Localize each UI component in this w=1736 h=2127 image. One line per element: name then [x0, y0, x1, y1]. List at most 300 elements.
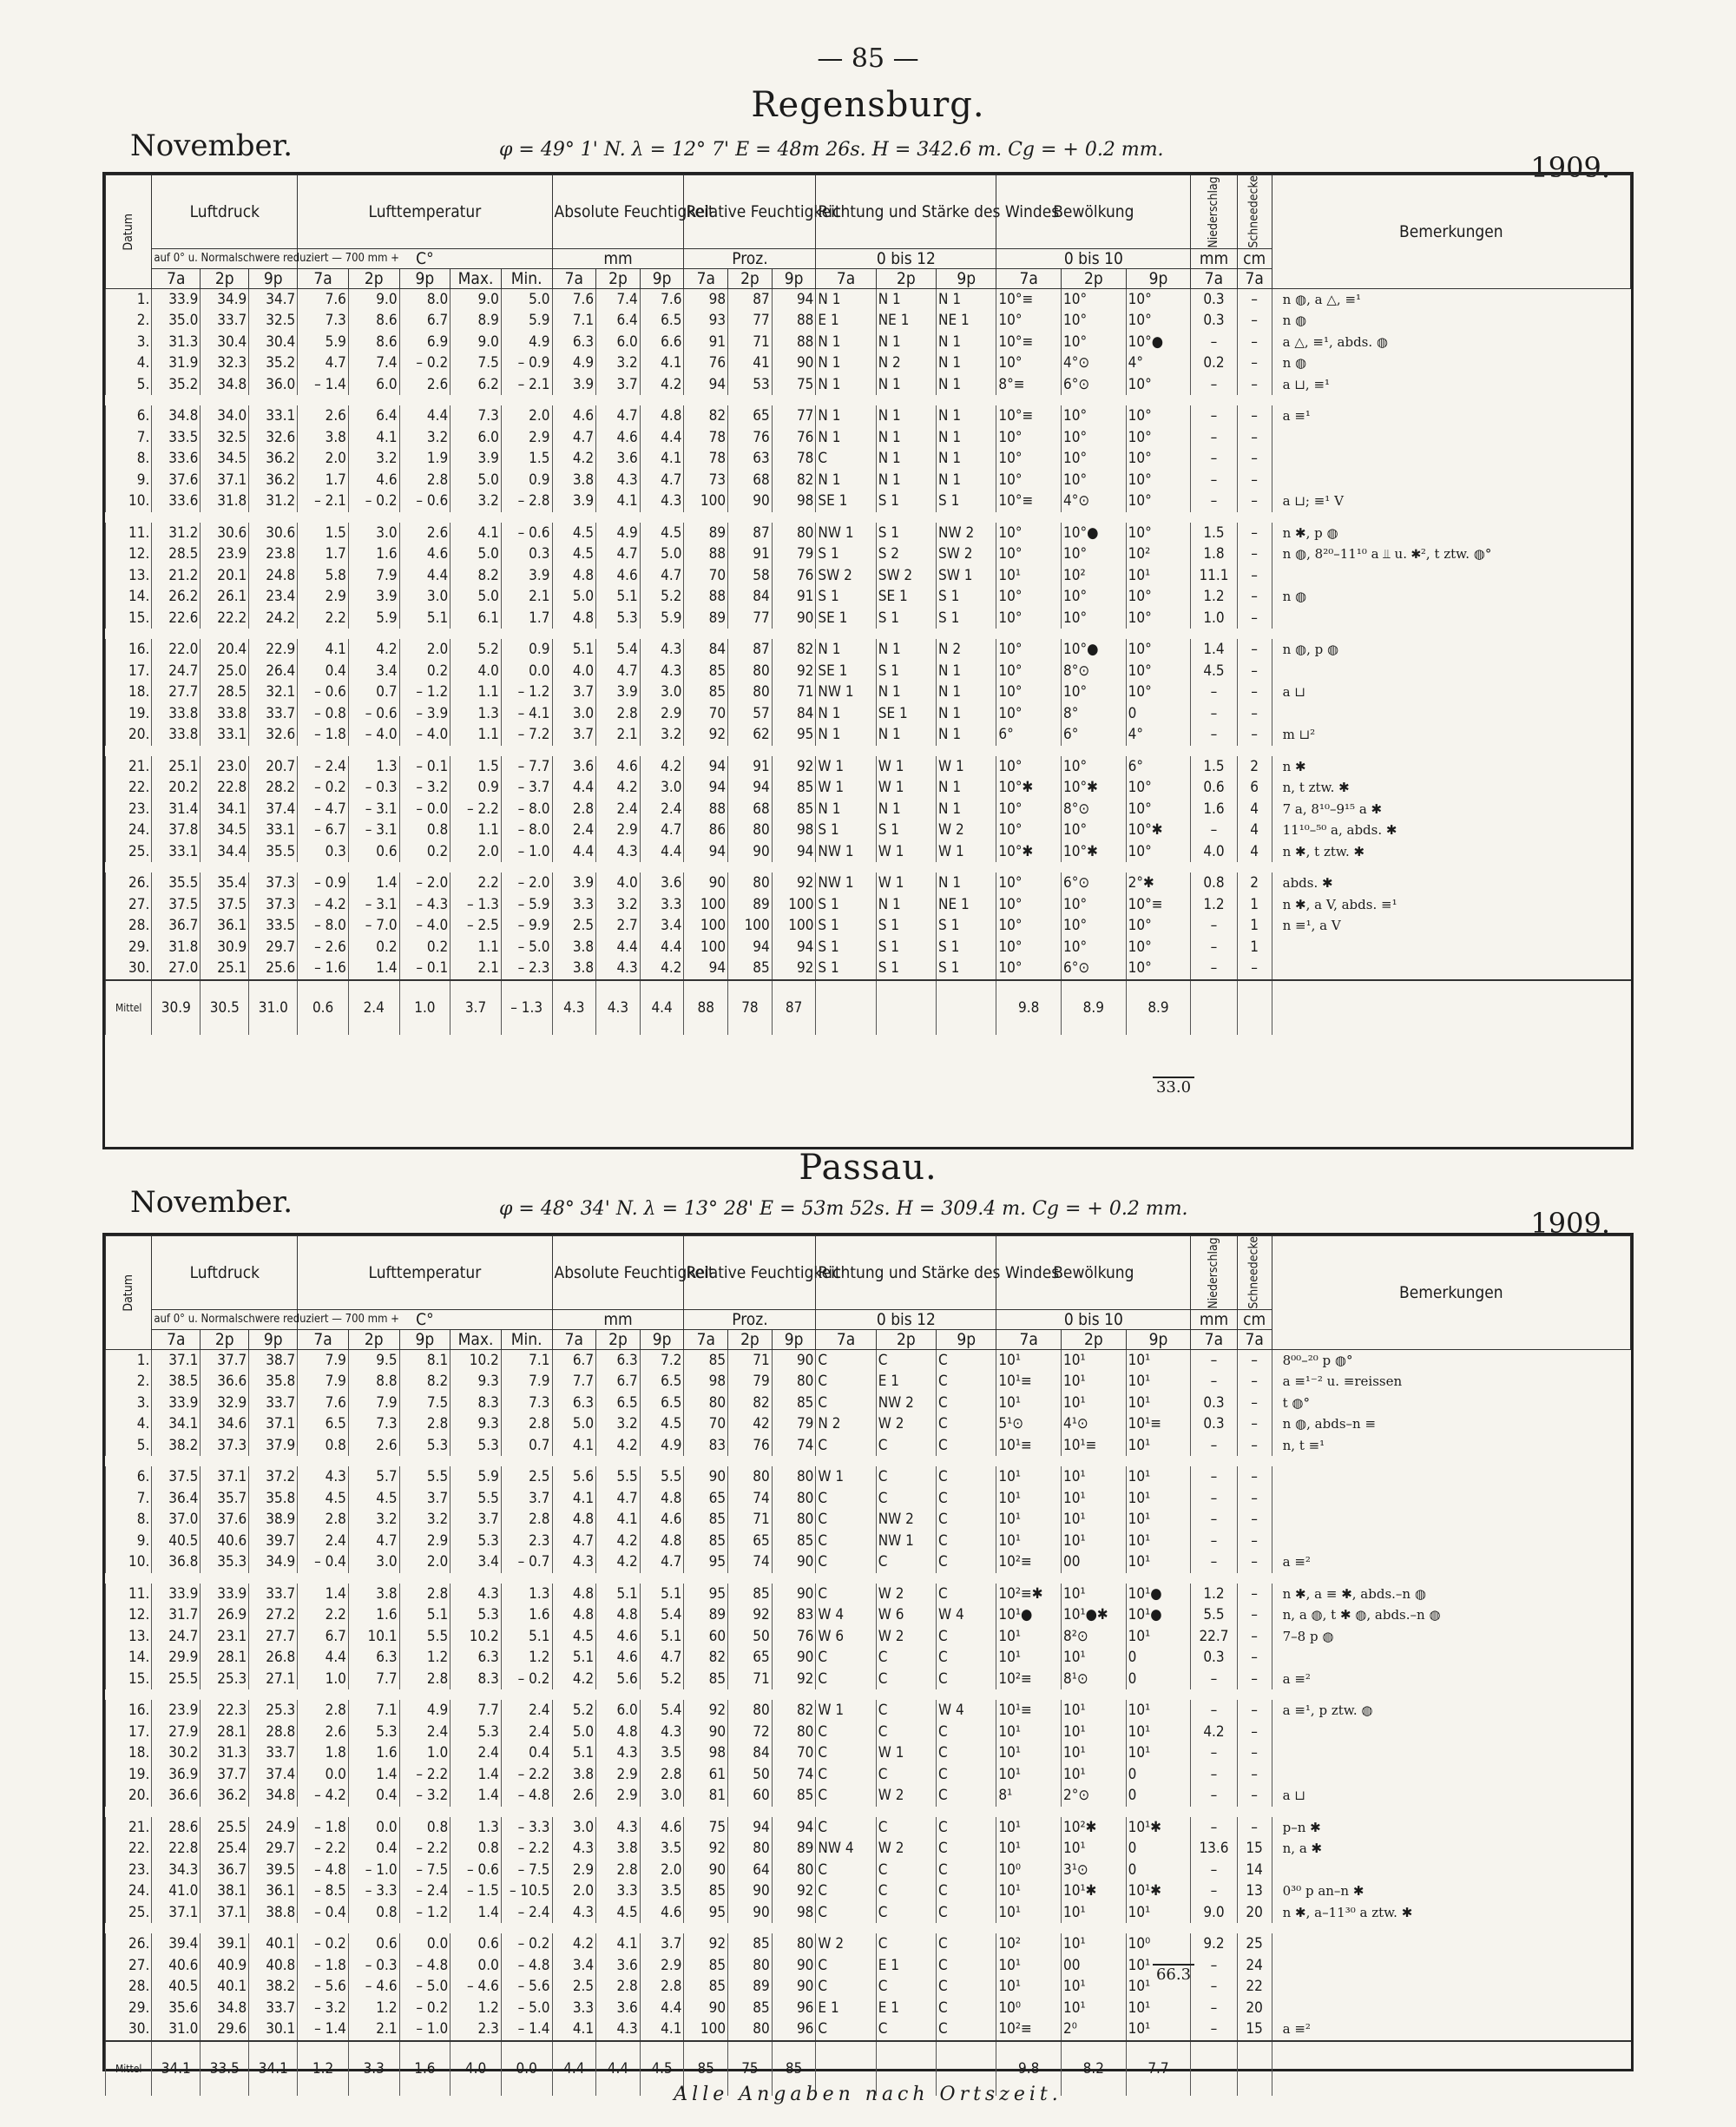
- data-cell: 28.8: [249, 1722, 298, 1743]
- data-cell: 10¹: [996, 1393, 1062, 1414]
- remark-cell: n, a ◍, t ✱ ◍, abds.–n ◍: [1272, 1604, 1630, 1626]
- data-cell: 4.1: [298, 634, 349, 661]
- data-cell: –: [1237, 332, 1272, 353]
- remark-cell: n, a ✱: [1272, 1838, 1630, 1860]
- data-cell: 91: [772, 586, 816, 608]
- data-cell: 4.7: [596, 1488, 641, 1510]
- table-row: [106, 1393, 1631, 1414]
- data-cell: 27.7: [249, 1626, 298, 1648]
- data-cell: – 2.2: [501, 1838, 552, 1860]
- data-cell: 10¹: [1062, 1509, 1127, 1531]
- data-cell: 14.: [106, 1647, 152, 1669]
- data-cell: 38.1: [201, 1880, 249, 1902]
- data-cell: 5.9: [450, 1461, 502, 1488]
- data-cell: 8.0: [399, 288, 450, 310]
- remark-cell: [1272, 608, 1630, 635]
- header-rel-unit: Proz.: [684, 1309, 816, 1329]
- data-cell: 98: [684, 1742, 728, 1764]
- data-cell: – 8.0: [501, 820, 552, 841]
- data-cell: SE 1: [876, 586, 936, 608]
- header-schneedecke: Schneedecke: [1237, 175, 1272, 249]
- data-cell: 10°: [1126, 799, 1191, 820]
- data-cell: 4.4: [596, 937, 641, 958]
- data-cell: 36.2: [201, 1785, 249, 1812]
- data-cell: 21.2: [152, 565, 201, 587]
- data-cell: N 2: [816, 1413, 876, 1435]
- data-cell: 1.4: [450, 1902, 502, 1929]
- header-time-col: 7a: [1237, 268, 1272, 288]
- data-cell: 87: [728, 634, 773, 661]
- data-cell: 16.: [106, 634, 152, 661]
- data-cell: 37.9: [249, 1435, 298, 1462]
- data-cell: N 1: [816, 470, 876, 491]
- data-cell: 72: [728, 1722, 773, 1743]
- data-cell: 4.8: [640, 400, 684, 427]
- data-cell: 85: [684, 1509, 728, 1531]
- header-time-col: 2p: [596, 1329, 641, 1349]
- data-cell: 89: [684, 1604, 728, 1626]
- data-cell: – 2.4: [501, 1902, 552, 1929]
- data-cell: – 4.0: [399, 724, 450, 751]
- data-cell: 20: [1237, 1902, 1272, 1929]
- coords-passau: φ = 48° 34' N. λ = 13° 28' E = 53m 52s. H = 309.4 m. Cg = + 0.2 mm.: [499, 1198, 1188, 1220]
- data-cell: 10¹●: [996, 1604, 1062, 1626]
- header-time-col: 7a: [1237, 1329, 1272, 1349]
- data-cell: 3.9: [552, 491, 596, 517]
- data-cell: 4.5: [596, 1902, 641, 1929]
- data-cell: 7.3: [298, 310, 349, 332]
- data-cell: 37.1: [201, 1902, 249, 1929]
- data-cell: 22: [1237, 1976, 1272, 1998]
- data-cell: W 1: [876, 841, 936, 868]
- data-cell: –: [1191, 937, 1237, 958]
- data-cell: 32.6: [249, 427, 298, 449]
- data-cell: – 2.2: [298, 1838, 349, 1860]
- data-cell: 4: [1237, 820, 1272, 841]
- data-cell: 37.5: [152, 894, 201, 916]
- data-cell: –: [1237, 682, 1272, 703]
- data-cell: 94: [772, 841, 816, 868]
- data-cell: 10¹: [996, 1812, 1062, 1839]
- data-cell: 3.3: [552, 894, 596, 916]
- data-cell: 3.0: [640, 1785, 684, 1812]
- data-cell: 10¹: [996, 1902, 1062, 1929]
- data-cell: S 1: [816, 586, 876, 608]
- data-cell: 1.2: [1191, 1578, 1237, 1605]
- data-cell: – 5.0: [501, 937, 552, 958]
- data-cell: 10°: [996, 937, 1062, 958]
- header-time-col: Max.: [450, 1329, 502, 1349]
- data-cell: 7.7: [450, 1695, 502, 1722]
- data-cell: 85: [772, 1393, 816, 1414]
- data-cell: 4.7: [640, 820, 684, 841]
- remark-cell: n ✱, t ztw. ✱: [1272, 841, 1630, 868]
- data-cell: N 1: [876, 724, 936, 751]
- data-cell: C: [937, 1764, 996, 1786]
- mean-row: [106, 980, 1631, 1035]
- data-cell: S 1: [816, 937, 876, 958]
- data-cell: C: [816, 2018, 876, 2041]
- data-cell: –: [1237, 1349, 1272, 1371]
- data-cell: C: [937, 1838, 996, 1860]
- data-cell: 10¹: [1062, 1531, 1127, 1552]
- mean-cell: 4.4: [552, 2041, 596, 2096]
- data-cell: 10°✱: [1062, 777, 1127, 799]
- data-cell: 39.7: [249, 1531, 298, 1552]
- data-cell: 27.2: [249, 1604, 298, 1626]
- data-cell: 10°: [1062, 820, 1127, 841]
- data-cell: C: [816, 448, 876, 470]
- data-cell: 5.5: [399, 1626, 450, 1648]
- data-cell: 24.7: [152, 1626, 201, 1648]
- data-cell: – 1.2: [501, 682, 552, 703]
- data-cell: 10¹: [1062, 1976, 1127, 1998]
- data-cell: 7.1: [552, 310, 596, 332]
- data-cell: 53: [728, 374, 773, 401]
- data-cell: C: [876, 1880, 936, 1902]
- mean-cell: 4.0: [450, 2041, 502, 2096]
- data-cell: 8¹⊙: [1062, 1669, 1127, 1696]
- data-cell: 92: [772, 1880, 816, 1902]
- data-cell: C: [816, 1764, 876, 1786]
- data-cell: 92: [684, 1928, 728, 1955]
- data-cell: C: [876, 1976, 936, 1998]
- data-cell: 10°: [996, 820, 1062, 841]
- data-cell: N 1: [816, 724, 876, 751]
- data-cell: N 1: [816, 703, 876, 725]
- data-cell: 10°: [996, 867, 1062, 894]
- data-cell: 10¹≡: [996, 1695, 1062, 1722]
- mean-cell: 7.7: [1126, 2041, 1191, 2096]
- mean-cell: [1272, 980, 1630, 1035]
- data-cell: 30.2: [152, 1742, 201, 1764]
- footer-note: Alle Angaben nach Ortszeit.: [674, 2084, 1062, 2105]
- data-cell: 1.5: [1191, 517, 1237, 544]
- data-cell: 9.0: [450, 332, 502, 353]
- mean-cell: 9.8: [996, 2041, 1062, 2096]
- header-abs-unit: mm: [552, 248, 684, 268]
- header-time-col: 7a: [816, 1329, 876, 1349]
- data-cell: 95: [684, 1902, 728, 1929]
- data-cell: 37.0: [152, 1509, 201, 1531]
- remark-cell: a ⊔, ≡¹: [1272, 374, 1630, 401]
- remark-cell: a ≡¹: [1272, 400, 1630, 427]
- data-cell: 4.8: [552, 1604, 596, 1626]
- mean-label: Mittel: [106, 980, 152, 1035]
- data-cell: 20.2: [152, 777, 201, 799]
- data-cell: 5.5: [450, 1488, 502, 1510]
- data-cell: 24: [1237, 1955, 1272, 1977]
- data-cell: – 1.2: [399, 682, 450, 703]
- mean-cell: 31.0: [249, 980, 298, 1035]
- data-cell: 63: [728, 448, 773, 470]
- data-cell: 37.8: [152, 820, 201, 841]
- data-cell: 10°: [1062, 310, 1127, 332]
- data-cell: 27.1: [249, 1669, 298, 1696]
- data-cell: 29.9: [152, 1647, 201, 1669]
- data-cell: 17.: [106, 1722, 152, 1743]
- data-cell: 89: [772, 1838, 816, 1860]
- data-cell: 0.6: [1191, 777, 1237, 799]
- header-bewoelkung: Bewölkung: [996, 175, 1191, 249]
- data-cell: –: [1237, 1785, 1272, 1812]
- data-cell: 80: [728, 682, 773, 703]
- data-cell: 10¹: [1126, 1435, 1191, 1462]
- data-cell: 1.4: [348, 867, 399, 894]
- mean-cell: [937, 980, 996, 1035]
- data-cell: 4.9: [399, 1695, 450, 1722]
- data-cell: 38.2: [249, 1976, 298, 1998]
- data-cell: 3.9: [552, 867, 596, 894]
- data-cell: 10°≡: [996, 288, 1062, 310]
- data-cell: 2.0: [298, 448, 349, 470]
- data-cell: 8.6: [348, 332, 399, 353]
- data-cell: S 1: [876, 491, 936, 517]
- data-cell: NW 2: [876, 1509, 936, 1531]
- data-cell: –: [1237, 724, 1272, 751]
- mean-cell: 33.5: [201, 2041, 249, 2096]
- data-cell: 0: [1126, 1785, 1191, 1812]
- data-cell: C: [937, 1742, 996, 1764]
- table-row: [106, 1785, 1631, 1812]
- table-row: [106, 1509, 1631, 1531]
- data-cell: –: [1237, 661, 1272, 682]
- header-time-col: 9p: [1126, 1329, 1191, 1349]
- data-cell: 25: [1237, 1928, 1272, 1955]
- data-cell: 90: [772, 608, 816, 635]
- data-cell: 10°: [996, 703, 1062, 725]
- data-cell: N 1: [816, 332, 876, 353]
- data-cell: 10°: [1126, 661, 1191, 682]
- remark-cell: a ⊔: [1272, 682, 1630, 703]
- data-cell: – 0.4: [298, 1551, 349, 1578]
- data-cell: 60: [684, 1626, 728, 1648]
- data-cell: 10¹: [996, 1955, 1062, 1977]
- data-cell: 5.2: [450, 634, 502, 661]
- data-cell: 84: [728, 1742, 773, 1764]
- data-cell: 10°: [1062, 894, 1127, 916]
- data-cell: 10°✱: [996, 841, 1062, 868]
- data-cell: 36.0: [249, 374, 298, 401]
- table-row: [106, 841, 1631, 868]
- mean-cell: [816, 980, 876, 1035]
- data-cell: 23.4: [249, 586, 298, 608]
- data-cell: 10°: [1126, 777, 1191, 799]
- data-cell: 2.4: [552, 820, 596, 841]
- data-cell: 8°⊙: [1062, 799, 1127, 820]
- data-cell: 33.1: [249, 400, 298, 427]
- data-cell: – 5.0: [501, 1998, 552, 2019]
- data-cell: – 4.2: [298, 894, 349, 916]
- data-cell: 92: [772, 867, 816, 894]
- remark-cell: a ⊔; ≡¹ V: [1272, 491, 1630, 517]
- data-cell: 38.9: [249, 1509, 298, 1531]
- data-cell: 96: [772, 1998, 816, 2019]
- data-cell: 78: [684, 427, 728, 449]
- data-cell: 13.: [106, 565, 152, 587]
- data-cell: 4.6: [348, 470, 399, 491]
- data-cell: 10¹: [1062, 1578, 1127, 1605]
- data-cell: C: [816, 1349, 876, 1371]
- data-cell: 5¹⊙: [996, 1413, 1062, 1435]
- remark-cell: m ⊔²: [1272, 724, 1630, 751]
- data-cell: 10°: [1126, 427, 1191, 449]
- data-cell: C: [937, 1880, 996, 1902]
- data-cell: 31.8: [201, 491, 249, 517]
- data-cell: 3.9: [501, 565, 552, 587]
- data-cell: 24.7: [152, 661, 201, 682]
- data-cell: –: [1237, 400, 1272, 427]
- data-cell: 4.3: [596, 470, 641, 491]
- data-cell: 4.5: [552, 543, 596, 565]
- data-cell: 3.0: [552, 1812, 596, 1839]
- data-cell: – 0.4: [298, 1902, 349, 1929]
- data-cell: 84: [728, 586, 773, 608]
- data-cell: 5.: [106, 374, 152, 401]
- data-cell: 4.7: [552, 1531, 596, 1552]
- data-cell: 10¹: [1126, 2018, 1191, 2041]
- data-cell: 10°: [1126, 586, 1191, 608]
- data-cell: –: [1237, 352, 1272, 374]
- data-cell: – 2.5: [450, 915, 502, 937]
- data-cell: 4.2: [596, 1435, 641, 1462]
- data-cell: S 1: [816, 958, 876, 980]
- data-cell: 94: [684, 374, 728, 401]
- header-bewoelkung: Bewölkung: [996, 1236, 1191, 1310]
- header-time-col: 9p: [1126, 268, 1191, 288]
- data-cell: S 1: [876, 820, 936, 841]
- data-cell: 0.3: [1191, 1393, 1237, 1414]
- data-cell: 5.2: [640, 586, 684, 608]
- data-cell: 10°: [996, 915, 1062, 937]
- header-rel-feuchtigkeit: Relative Feuchtigkeit: [684, 175, 816, 249]
- data-cell: 1.3: [348, 751, 399, 778]
- header-time-col: Min.: [501, 1329, 552, 1349]
- data-cell: N 1: [937, 661, 996, 682]
- header-rel-feuchtigkeit: Relative Feuchtigkeit: [684, 1236, 816, 1310]
- data-cell: 0.3: [1191, 310, 1237, 332]
- data-cell: –: [1237, 1669, 1272, 1696]
- data-cell: 10¹: [996, 1647, 1062, 1669]
- data-cell: –: [1191, 958, 1237, 980]
- data-cell: 4.5: [348, 1488, 399, 1510]
- data-cell: N 1: [876, 682, 936, 703]
- data-cell: 24.: [106, 1880, 152, 1902]
- data-cell: C: [876, 1488, 936, 1510]
- data-cell: 82: [684, 400, 728, 427]
- data-cell: C: [876, 1435, 936, 1462]
- data-cell: – 2.1: [298, 491, 349, 517]
- data-cell: 23.: [106, 1860, 152, 1881]
- data-cell: C: [937, 1722, 996, 1743]
- data-cell: 2.8: [298, 1695, 349, 1722]
- data-cell: 80: [728, 820, 773, 841]
- data-cell: 92: [772, 958, 816, 980]
- table-row: [106, 937, 1631, 958]
- data-cell: 15.: [106, 608, 152, 635]
- data-cell: –: [1237, 374, 1272, 401]
- data-cell: 10°: [1062, 543, 1127, 565]
- data-cell: 4.1: [596, 1928, 641, 1955]
- data-cell: 2.: [106, 310, 152, 332]
- data-cell: – 2.2: [399, 1838, 450, 1860]
- data-cell: 1.1: [450, 724, 502, 751]
- data-cell: C: [876, 1860, 936, 1881]
- data-cell: 25.5: [201, 1812, 249, 1839]
- data-cell: 10²≡: [996, 1669, 1062, 1696]
- data-cell: –: [1191, 1955, 1237, 1977]
- data-cell: 5.9: [501, 310, 552, 332]
- mean-cell: 8.2: [1062, 2041, 1127, 2096]
- remark-cell: [1272, 1461, 1630, 1488]
- data-cell: –: [1191, 682, 1237, 703]
- data-cell: 10°: [996, 958, 1062, 980]
- data-cell: 40.5: [152, 1976, 201, 1998]
- data-cell: 29.: [106, 937, 152, 958]
- table-row: [106, 586, 1631, 608]
- data-cell: 70: [684, 703, 728, 725]
- table-row: [106, 1349, 1631, 1371]
- data-cell: 80: [728, 1461, 773, 1488]
- data-cell: –: [1191, 1742, 1237, 1764]
- data-cell: 13.6: [1191, 1838, 1237, 1860]
- data-cell: 5.5: [1191, 1604, 1237, 1626]
- data-cell: 37.7: [201, 1349, 249, 1371]
- mean-cell: [1191, 980, 1237, 1035]
- remark-cell: n ✱, p ◍: [1272, 517, 1630, 544]
- data-cell: 0.0: [348, 1812, 399, 1839]
- data-cell: 4.5: [1191, 661, 1237, 682]
- data-cell: 5.1: [552, 1742, 596, 1764]
- data-cell: 1.4: [450, 1764, 502, 1786]
- data-cell: – 1.6: [298, 958, 349, 980]
- data-cell: 3.8: [298, 427, 349, 449]
- mean-cell: 0.6: [298, 980, 349, 1035]
- data-cell: – 0.2: [298, 777, 349, 799]
- data-cell: N 1: [876, 427, 936, 449]
- data-cell: 10¹: [1126, 1695, 1191, 1722]
- data-cell: 10°: [1126, 400, 1191, 427]
- remark-cell: n ◍, a △, ≡¹: [1272, 288, 1630, 310]
- header-abs-unit: mm: [552, 1309, 684, 1329]
- data-cell: 2.2: [298, 1604, 349, 1626]
- data-cell: – 0.6: [450, 1860, 502, 1881]
- data-cell: 71: [728, 332, 773, 353]
- data-cell: –: [1237, 470, 1272, 491]
- data-cell: 10¹: [1126, 1393, 1191, 1414]
- data-cell: – 4.8: [399, 1955, 450, 1977]
- data-cell: 1.2: [501, 1647, 552, 1669]
- data-cell: C: [937, 1349, 996, 1371]
- data-cell: 76: [772, 565, 816, 587]
- data-cell: 6.3: [552, 332, 596, 353]
- mean-cell: 78: [728, 980, 773, 1035]
- data-cell: 60: [728, 1785, 773, 1812]
- data-cell: 3.7: [640, 1928, 684, 1955]
- data-cell: 20.1: [201, 565, 249, 587]
- data-cell: 1.4: [1191, 634, 1237, 661]
- data-cell: – 3.3: [348, 1880, 399, 1902]
- data-cell: – 10.5: [501, 1880, 552, 1902]
- data-cell: 6.4: [348, 400, 399, 427]
- data-cell: 3.8: [552, 958, 596, 980]
- data-cell: W 4: [937, 1604, 996, 1626]
- data-cell: W 1: [876, 751, 936, 778]
- coords-regensburg: φ = 49° 1' N. λ = 12° 7' E = 48m 26s. H = 342.6 m. Cg = + 0.2 mm.: [499, 139, 1164, 161]
- data-cell: 2.8: [399, 1413, 450, 1435]
- data-cell: 1.4: [450, 1785, 502, 1812]
- data-cell: 100: [772, 915, 816, 937]
